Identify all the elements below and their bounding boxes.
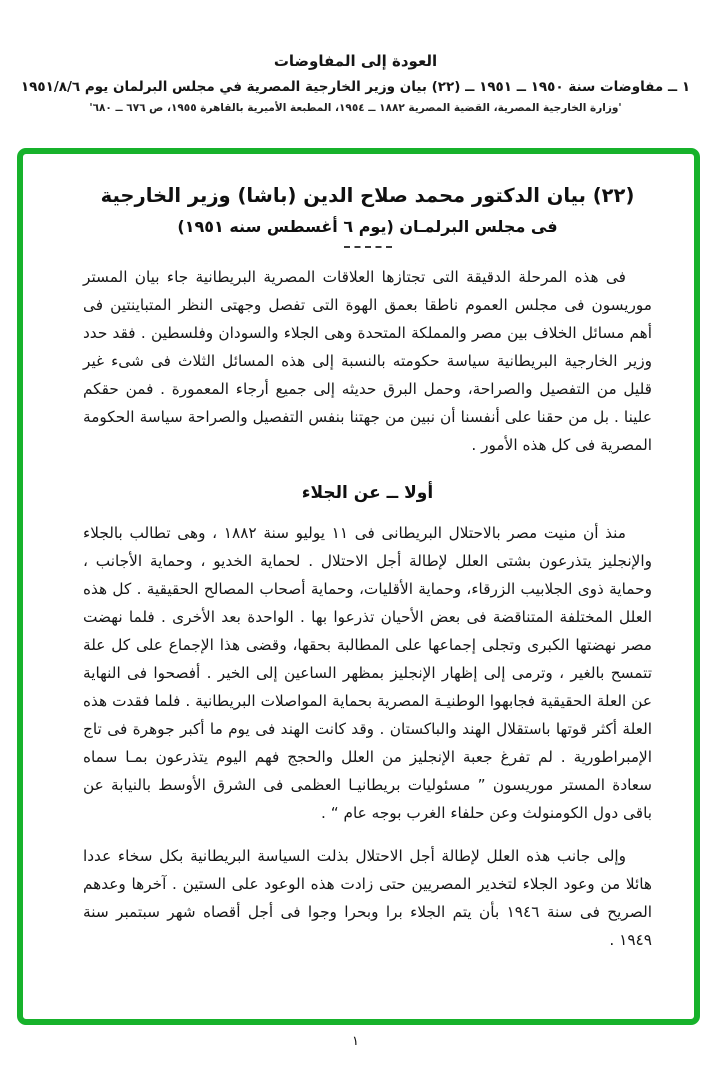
section-heading-aljalaa: أولا ــ عن الجلاء — [301, 483, 434, 503]
paragraph-section-2: وإلى جانب هذه العلل لإطالة أجل الاحتلال بذلت السياسة البريطانية بكل سخاء عددا هائلا من وعود الجلاء لتخدير المصريين حتى زادت هذه الوعود على الستين . آخرها وعدهم الصريح فى سنة ١٩٤٦ بأن يتم الجلاء برا وبحرا وجوا فى أجل أقصاه شهر سبتمبر سنة ١٩٤٩ . — [83, 847, 652, 949]
paragraph-intro: فى هذه المرحلة الدقيقة التى تجتازها العلاقات المصرية البريطانية جاء بيان المستر موريسون فى مجلس العموم ناطقا بعمق الهوة التى تفصل وجهتى النظر المتباينتين فى أهم مسائل الخلاف بين مصر والمملكة المتحدة وهى الجلاء والسودان وفلسطين . فقد حدد وزير الخارجية البريطانية سياسة حكومته بالنسبة إلى هذه المسائل الثلاث فى شىء غير قليل من التفصيل والصراحة، وحمل البرق حديثه إلى جميع أرجاء المعمورة . فمن حقكم علينا . بل من حقنا على أنفسنا أن نبين من جهتنا بنفس التفصيل والصراحة سياسة الحكومة المصرية فى كل هذه الأمور . — [83, 268, 652, 454]
document-title: (٢٢) بيان الدكتور محمد صلاح الدين (باشا) وزير الخارجية — [100, 184, 635, 207]
header-title: العودة إلى المفاوضات — [273, 52, 438, 70]
annotation-highlight-region — [17, 148, 700, 1025]
document-subtitle: فى مجلس البرلمـان (يوم ٦ أغسطس سنه ١٩٥١) — [177, 217, 558, 236]
page-header — [0, 0, 711, 114]
paragraph-section-1: منذ أن منيت مصر بالاحتلال البريطانى فى ١١ يوليو سنة ١٨٨٢ ، وهى تطالب بالجلاء والإنجليز يتذرعون بشتى العلل لإطالة أجل الاحتلال . لحماية الخديو ، وحماية الأجانب ، وحماية ذوى الجلابيب الزرقاء، وحماية الأقليات، وحماية أصحاب المصالح الحقيقية . كل هذه العلل المختلفة المتناقضة فى بعض الأحيان تذرعوا بها . الواحدة بعد الأخرى . فلما نهضت مصر نهضتها الكبرى وتجلى إجماعها على المطالبة بحقها، وقضى هذا الإجماع على كل علة تتمسح بالغير ، وترمى إلى إظهار الإنجليز بمظهر الساعين إلى الخير . أفصحوا فى النهاية عن العلة الحقيقية فجابهوا الوطنيـة المصرية بحماية المواصلات البريطانية . فلما فقدت هذه العلة أكثر قوتها باستقلال الهند والباكستان . وقد كانت الهند فى يوم ما أكبر جوهرة فى تاج الإمبراطورية . لم تفرغ جعبة الإنجليز من العلل والحجج فهم اليوم يتذرعون بمـا سماه سعادة المستر موريسون ” مسئوليات بريطانيـا العظمى فى الشرق الأوسط بالنيابة عن باقى دول الكومنولث وعن حلفاء الغرب بوجه عام “ . — [83, 524, 652, 822]
header-source-note: 'وزارة الخارجية المصرية، القضية المصرية ١٨٨٢ ــ ١٩٥٤، المطبعة الأميرية بالقاهرة ١٩٥٥، ص ٦٧٦ ــ ٦٨٠' — [89, 102, 622, 114]
header-entry-line: ١ ــ مفاوضات سنة ١٩٥٠ ــ ١٩٥١ ــ (٢٢) بيان وزير الخارجية المصرية في مجلس البرلمان يوم ١٩٥١/٨/٦ — [20, 79, 691, 95]
subtitle-divider — [344, 246, 392, 248]
page-number: ١ — [352, 1034, 359, 1049]
